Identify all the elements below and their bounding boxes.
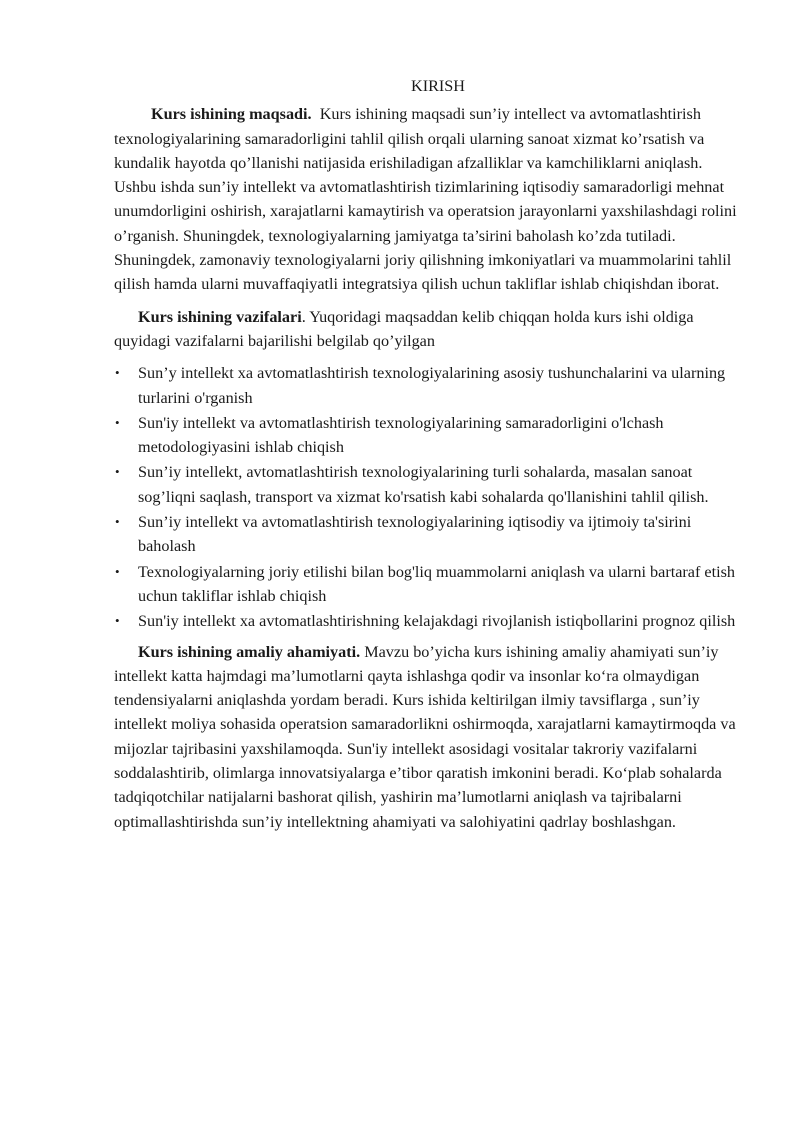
goal-text: Kurs ishining maqsadi sun’iy intellect va avtomatlashtirish texnologiyalarining samaradorligini tahlil qilish orqali ularning sanoat xizmat ko’rsatish va kundalik hayotda qo’llanishi natijasida erishiladigan afzalliklar va kamchiliklarni aniqlash. Ushbu ishda sun’iy intellekt va avtomatlashtirish tizimlarining iqtisodiy samaradorligi mehnat unumdorligini oshirish, xarajatlarni kamaytirish va operatsion jarayonlarni yaxshilashdagi rolini o’rganish. Shuningdek, texnologiyalarning jamiyatga ta’sirini baholash ko’zda tutiladi. Shuningdek, zamonaviy texnologiyalarni joriy qilishning imkoniyatlari va muammolarini tahlil qilish hamda ularni muvaffaqiyatli integratsiya qilish uchun takliflar ishlab chiqishdan iborat. bbox=[114, 105, 737, 294]
tasks-list bbox=[114, 361, 744, 633]
tasks-paragraph bbox=[114, 305, 744, 354]
goal-paragraph bbox=[114, 102, 744, 296]
significance-paragraph bbox=[114, 640, 744, 834]
list-item: • Texnologiyalarning joriy etilishi bilan bog'liq muammolarni aniqlash va ularni bartaraf etish uchun takliflar ishlab chiqish bbox=[114, 560, 744, 609]
document-page bbox=[114, 74, 744, 834]
bullet-dot-icon: • bbox=[115, 613, 120, 629]
list-item: • Sun’iy intellekt, avtomatlashtirish texnologiyalarining turli sohalarda, masalan sanoat sog’liqni saqlash, transport va xizmat ko'rsatish kabi sohalarda qo'llanishini tahlil qilish. bbox=[114, 460, 744, 509]
significance-text: Mavzu bo’yicha kurs ishining amaliy ahamiyati sun’iy intellekt katta hajmdagi ma’lumotlarni qayta ishlashga qodir va insonlar ko‘ra olmaydigan tendensiyalarni aniqlashda yordam beradi. Kurs ishida keltirilgan ilmiy tavsiflarga , sun’iy intellekt moliya sohasida operatsion samaradorlikni oshirmoqda, xarajatlarni kamaytirmoqda va mijozlar tajribasini yaxshilamoqda. Sun'iy intellekt asosidagi vositalar takroriy vazifalarni soddalashtirib, olimlarga innovatsiyalarga e’tibor qaratish imkonini beradi. Ko‘plab sohalarda tadqiqotchilar natijalarni bashorat qilish, yashirin ma’lumotlarni aniqlash va tajribalarni optimallashtirishda sun’iy intellektning ahamiyati va salohiyatini qadrlay boshlashgan. bbox=[114, 642, 736, 831]
page-title: KIRISH bbox=[411, 77, 465, 95]
list-item: • Sun'iy intellekt va avtomatlashtirish texnologiyalarining samaradorligini o'lchash metodologiyasini ishlab chiqish bbox=[114, 411, 744, 460]
bullet-dot-icon: • bbox=[115, 365, 120, 381]
list-item: • Sun’iy intellekt va avtomatlashtirish texnologiyalarining iqtisodiy va ijtimoiy ta'sirini baholash bbox=[114, 510, 744, 559]
list-item: • Sun’y intellekt xa avtomatlashtirish texnologiyalarining asosiy tushunchalarini va ularning turlarini o'rganish bbox=[114, 361, 744, 410]
tasks-intro-text: . Yuqoridagi maqsaddan kelib chiqqan holda kurs ishi oldiga quyidagi vazifalarni bajarilishi belgilab qo’yilgan bbox=[114, 307, 694, 350]
tasks-heading: Kurs ishining vazifalari bbox=[138, 307, 302, 326]
goal-heading: Kurs ishining maqsadi. bbox=[151, 105, 312, 124]
significance-heading: Kurs ishining amaliy ahamiyati. bbox=[138, 642, 361, 661]
list-item: • Sun'iy intellekt xa avtomatlashtirishning kelajakdagi rivojlanish istiqbollarini prognoz qilish bbox=[114, 609, 744, 633]
bullet-dot-icon: • bbox=[115, 414, 120, 430]
bullet-dot-icon: • bbox=[115, 464, 120, 480]
bullet-dot-icon: • bbox=[115, 563, 120, 579]
bullet-dot-icon: • bbox=[115, 514, 120, 530]
